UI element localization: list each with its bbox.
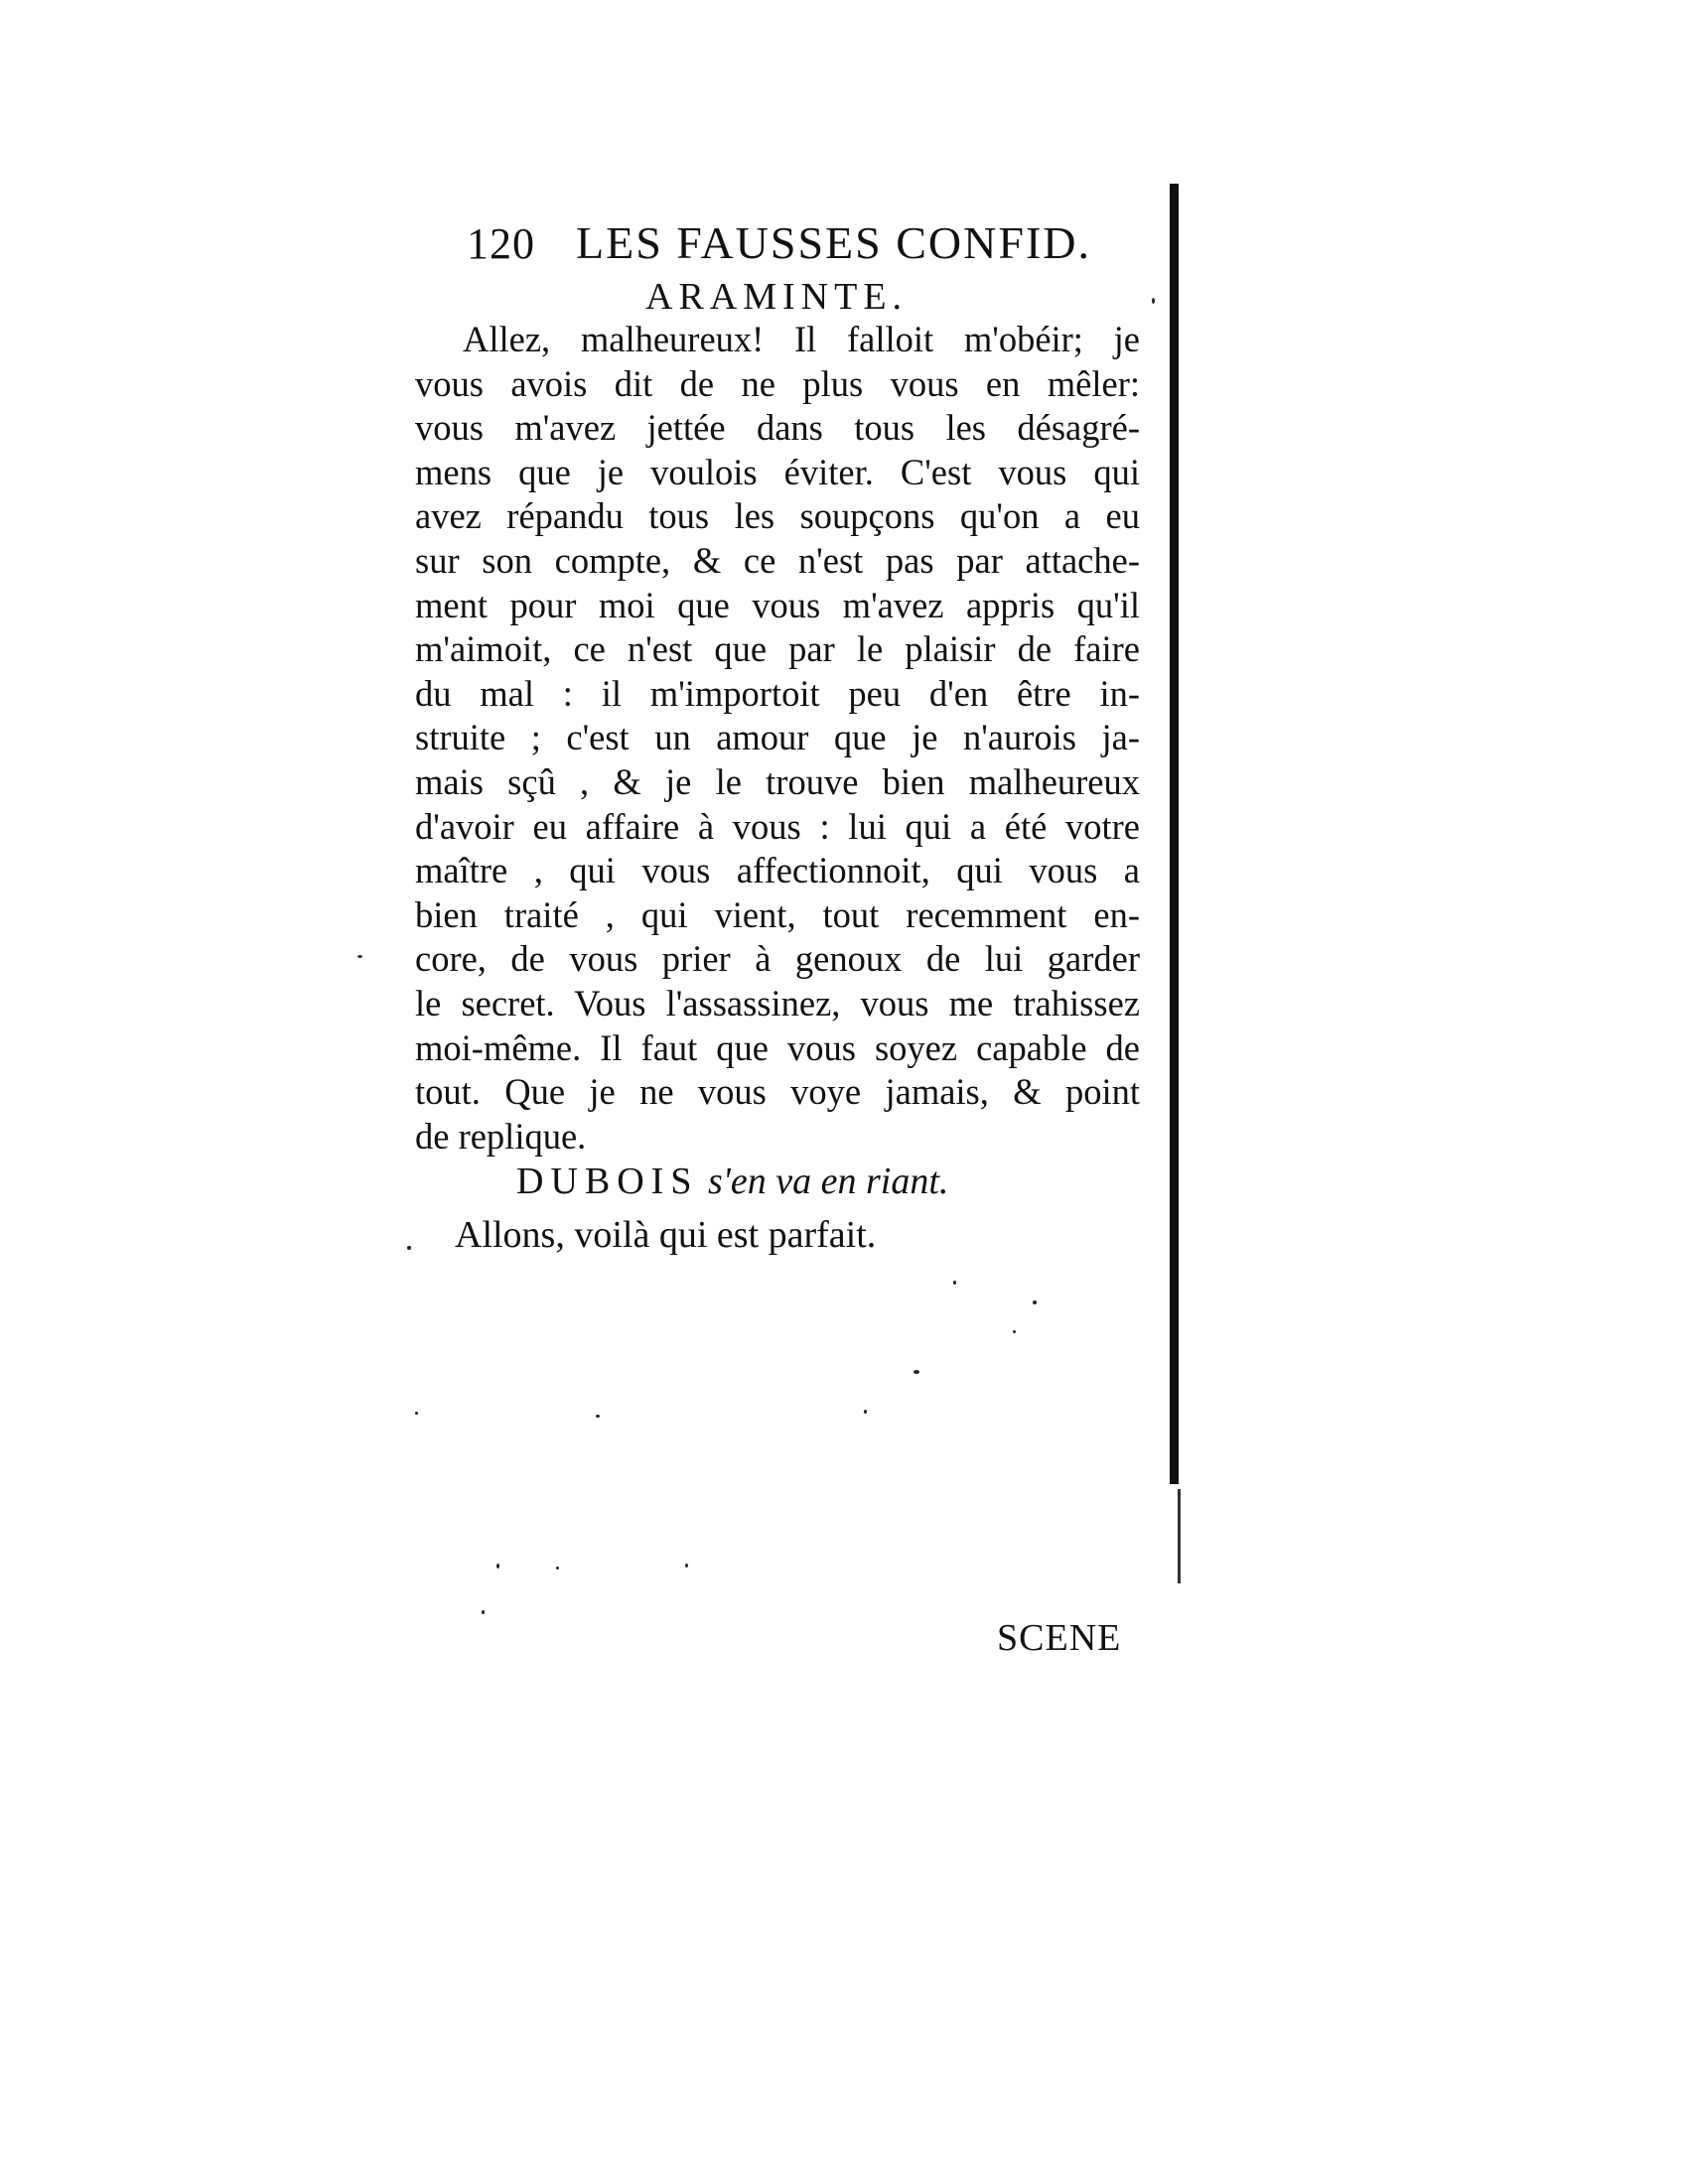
text-line: de replique. xyxy=(415,1115,587,1157)
speaker-name: ARAMINTE. xyxy=(645,276,909,318)
text-line: mais sçû , & je le trouve bien malheureux xyxy=(415,760,1140,802)
text-line: Allez, malheureux! Il falloit m'obéir; je xyxy=(463,319,1140,359)
text-line: d'avoir eu affaire à vous : lui qui a été votre xyxy=(415,805,1140,847)
text-line: ment pour moi que vous m'avez appris qu'il xyxy=(415,584,1140,625)
scan-speck xyxy=(685,1564,688,1568)
scan-speck xyxy=(914,1370,919,1374)
text-line: maître , qui vous affectionnoit, qui vous a xyxy=(415,850,1140,891)
scan-speck xyxy=(1152,298,1155,304)
reply-line: Allons, voilà qui est parfait. xyxy=(455,1214,877,1256)
text-line: bien traité , qui vient, tout recemment en- xyxy=(415,893,1140,935)
text-line: struite ; c'est un amour que je n'aurois ja- xyxy=(415,717,1140,758)
text-line: avez répandu tous les soupçons qu'on a eu xyxy=(415,495,1140,537)
running-header xyxy=(467,216,1122,269)
stage-direction-text: s'en va en riant. xyxy=(707,1160,949,1202)
scan-speck xyxy=(864,1410,867,1414)
scan-speck xyxy=(482,1610,485,1614)
speech-paragraph xyxy=(415,318,1140,1159)
running-title: LES FAUSSES CONFID. xyxy=(576,217,1091,268)
scan-speck xyxy=(953,1281,956,1285)
scan-speck xyxy=(407,1246,411,1250)
scan-speck xyxy=(496,1564,499,1569)
scan-speck xyxy=(1013,1330,1016,1333)
scan-speck xyxy=(415,1412,418,1415)
catchword: SCENE xyxy=(997,1617,1122,1659)
text-line: m'aimoit, ce n'est que par le plaisir de faire xyxy=(415,628,1140,670)
scan-speck xyxy=(1033,1300,1037,1304)
binding-edge-shadow xyxy=(1170,184,1179,1484)
speaker-name: DUBOIS xyxy=(516,1160,699,1202)
scan-speck xyxy=(596,1415,600,1418)
text-line: mens que je voulois éviter. C'est vous qui xyxy=(415,451,1140,492)
text-line: vous m'avez jettée dans tous les désagré- xyxy=(415,407,1140,449)
text-line: vous avois dit de ne plus vous en mêler: xyxy=(415,362,1140,404)
page-number: 120 xyxy=(467,219,535,268)
text-line: du mal : il m'importoit peu d'en être in- xyxy=(415,672,1140,714)
stage-direction xyxy=(516,1160,948,1203)
scan-speck xyxy=(357,955,362,958)
text-line: moi-même. Il faut que vous soyez capable de xyxy=(415,1026,1140,1068)
text-line: tout. Que je ne vous voye jamais, & point xyxy=(415,1071,1140,1113)
scan-speck xyxy=(556,1567,559,1570)
text-line: core, de vous prier à genoux de lui garder xyxy=(415,938,1140,980)
text-line: le secret. Vous l'assassinez, vous me trahissez xyxy=(415,982,1140,1024)
binding-edge-shadow-lower xyxy=(1178,1489,1181,1583)
text-line: sur son compte, & ce n'est pas par attache- xyxy=(415,539,1140,581)
